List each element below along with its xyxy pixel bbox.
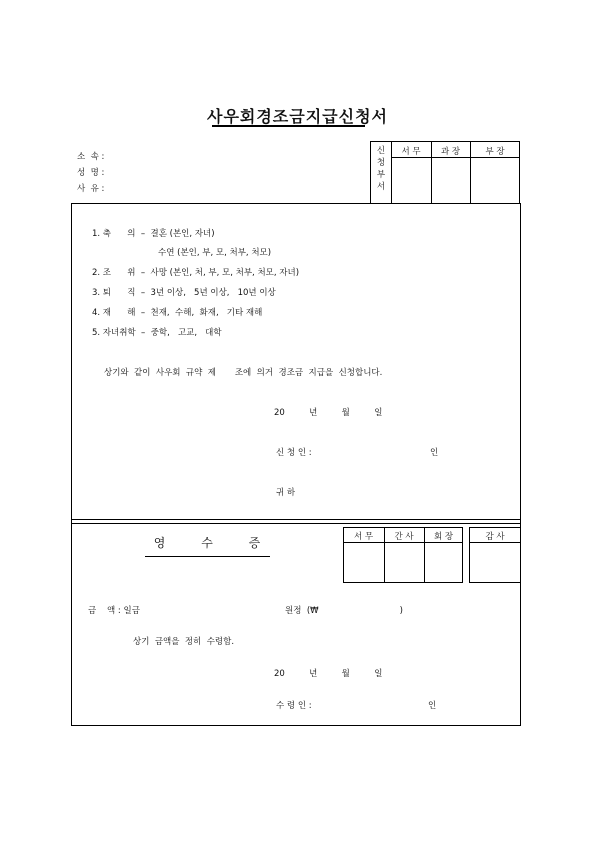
- receipt-col-clerk: 서 무: [353, 532, 374, 542]
- application-date-line: 20 년 월 일: [274, 408, 383, 418]
- affiliation-label: 소 속 :: [77, 152, 105, 162]
- approval-col-dept-head: 부 장: [485, 147, 505, 157]
- applicant-dept-label: 신 청 부 서: [376, 146, 386, 192]
- applicant-signature-label: 신 청 인 :: [276, 448, 312, 458]
- receipt-col-chairman: 회 장: [433, 532, 454, 542]
- item-retirement: 3. 퇴 직 – 3년 이상, 5년 이상, 10년 이상: [92, 288, 276, 298]
- item-celebration-birthday: 수연 (본인, 부, 모, 처부, 처모): [158, 248, 272, 258]
- addressee-label: 귀 하: [276, 488, 296, 498]
- approval-col-clerk: 서 무: [401, 147, 421, 157]
- item-condolence: 2. 조 위 – 사망 (본인, 처, 부, 모, 처부, 처모, 자녀): [92, 268, 300, 278]
- title-underline: [212, 125, 365, 127]
- name-label: 성 명 :: [77, 168, 105, 178]
- recipient-signature-label: 수 령 인 :: [276, 701, 312, 711]
- item-celebration: 1. 축 의 – 결혼 (본인, 자녀): [92, 229, 215, 239]
- amount-label: 금 액 : 일금: [88, 606, 140, 616]
- form-body-border: [71, 203, 521, 726]
- applicant-seal-mark: 인: [430, 448, 439, 458]
- approval-col-section-chief: 과 장: [440, 147, 461, 157]
- receipt-col-auditor: 감 사: [485, 532, 505, 542]
- recipient-seal-mark: 인: [428, 701, 437, 711]
- application-statement: 상기와 같이 사우회 규약 제 조에 의거 경조금 지급을 신청합니다.: [104, 368, 383, 378]
- receipt-title-underline: [145, 556, 270, 557]
- receipt-date-line: 20 년 월 일: [274, 669, 383, 679]
- item-disaster: 4. 재 해 – 천재, 수해, 화재, 기타 재해: [92, 308, 263, 318]
- receipt-col-secretary: 간 사: [394, 532, 414, 542]
- receipt-title: 영 수 증: [153, 536, 262, 550]
- receipt-statement: 상기 금액을 정히 수령함.: [133, 637, 235, 647]
- amount-won-label: 원정 (₩ ): [285, 606, 403, 616]
- section-divider-top: [71, 519, 521, 520]
- form-title: 사우회경조금지급신청서: [206, 107, 389, 126]
- item-school-enrollment: 5. 자녀취학 – 중학, 고교, 대학: [92, 328, 222, 338]
- reason-label: 사 유 :: [77, 184, 105, 194]
- section-divider-bottom: [71, 523, 521, 524]
